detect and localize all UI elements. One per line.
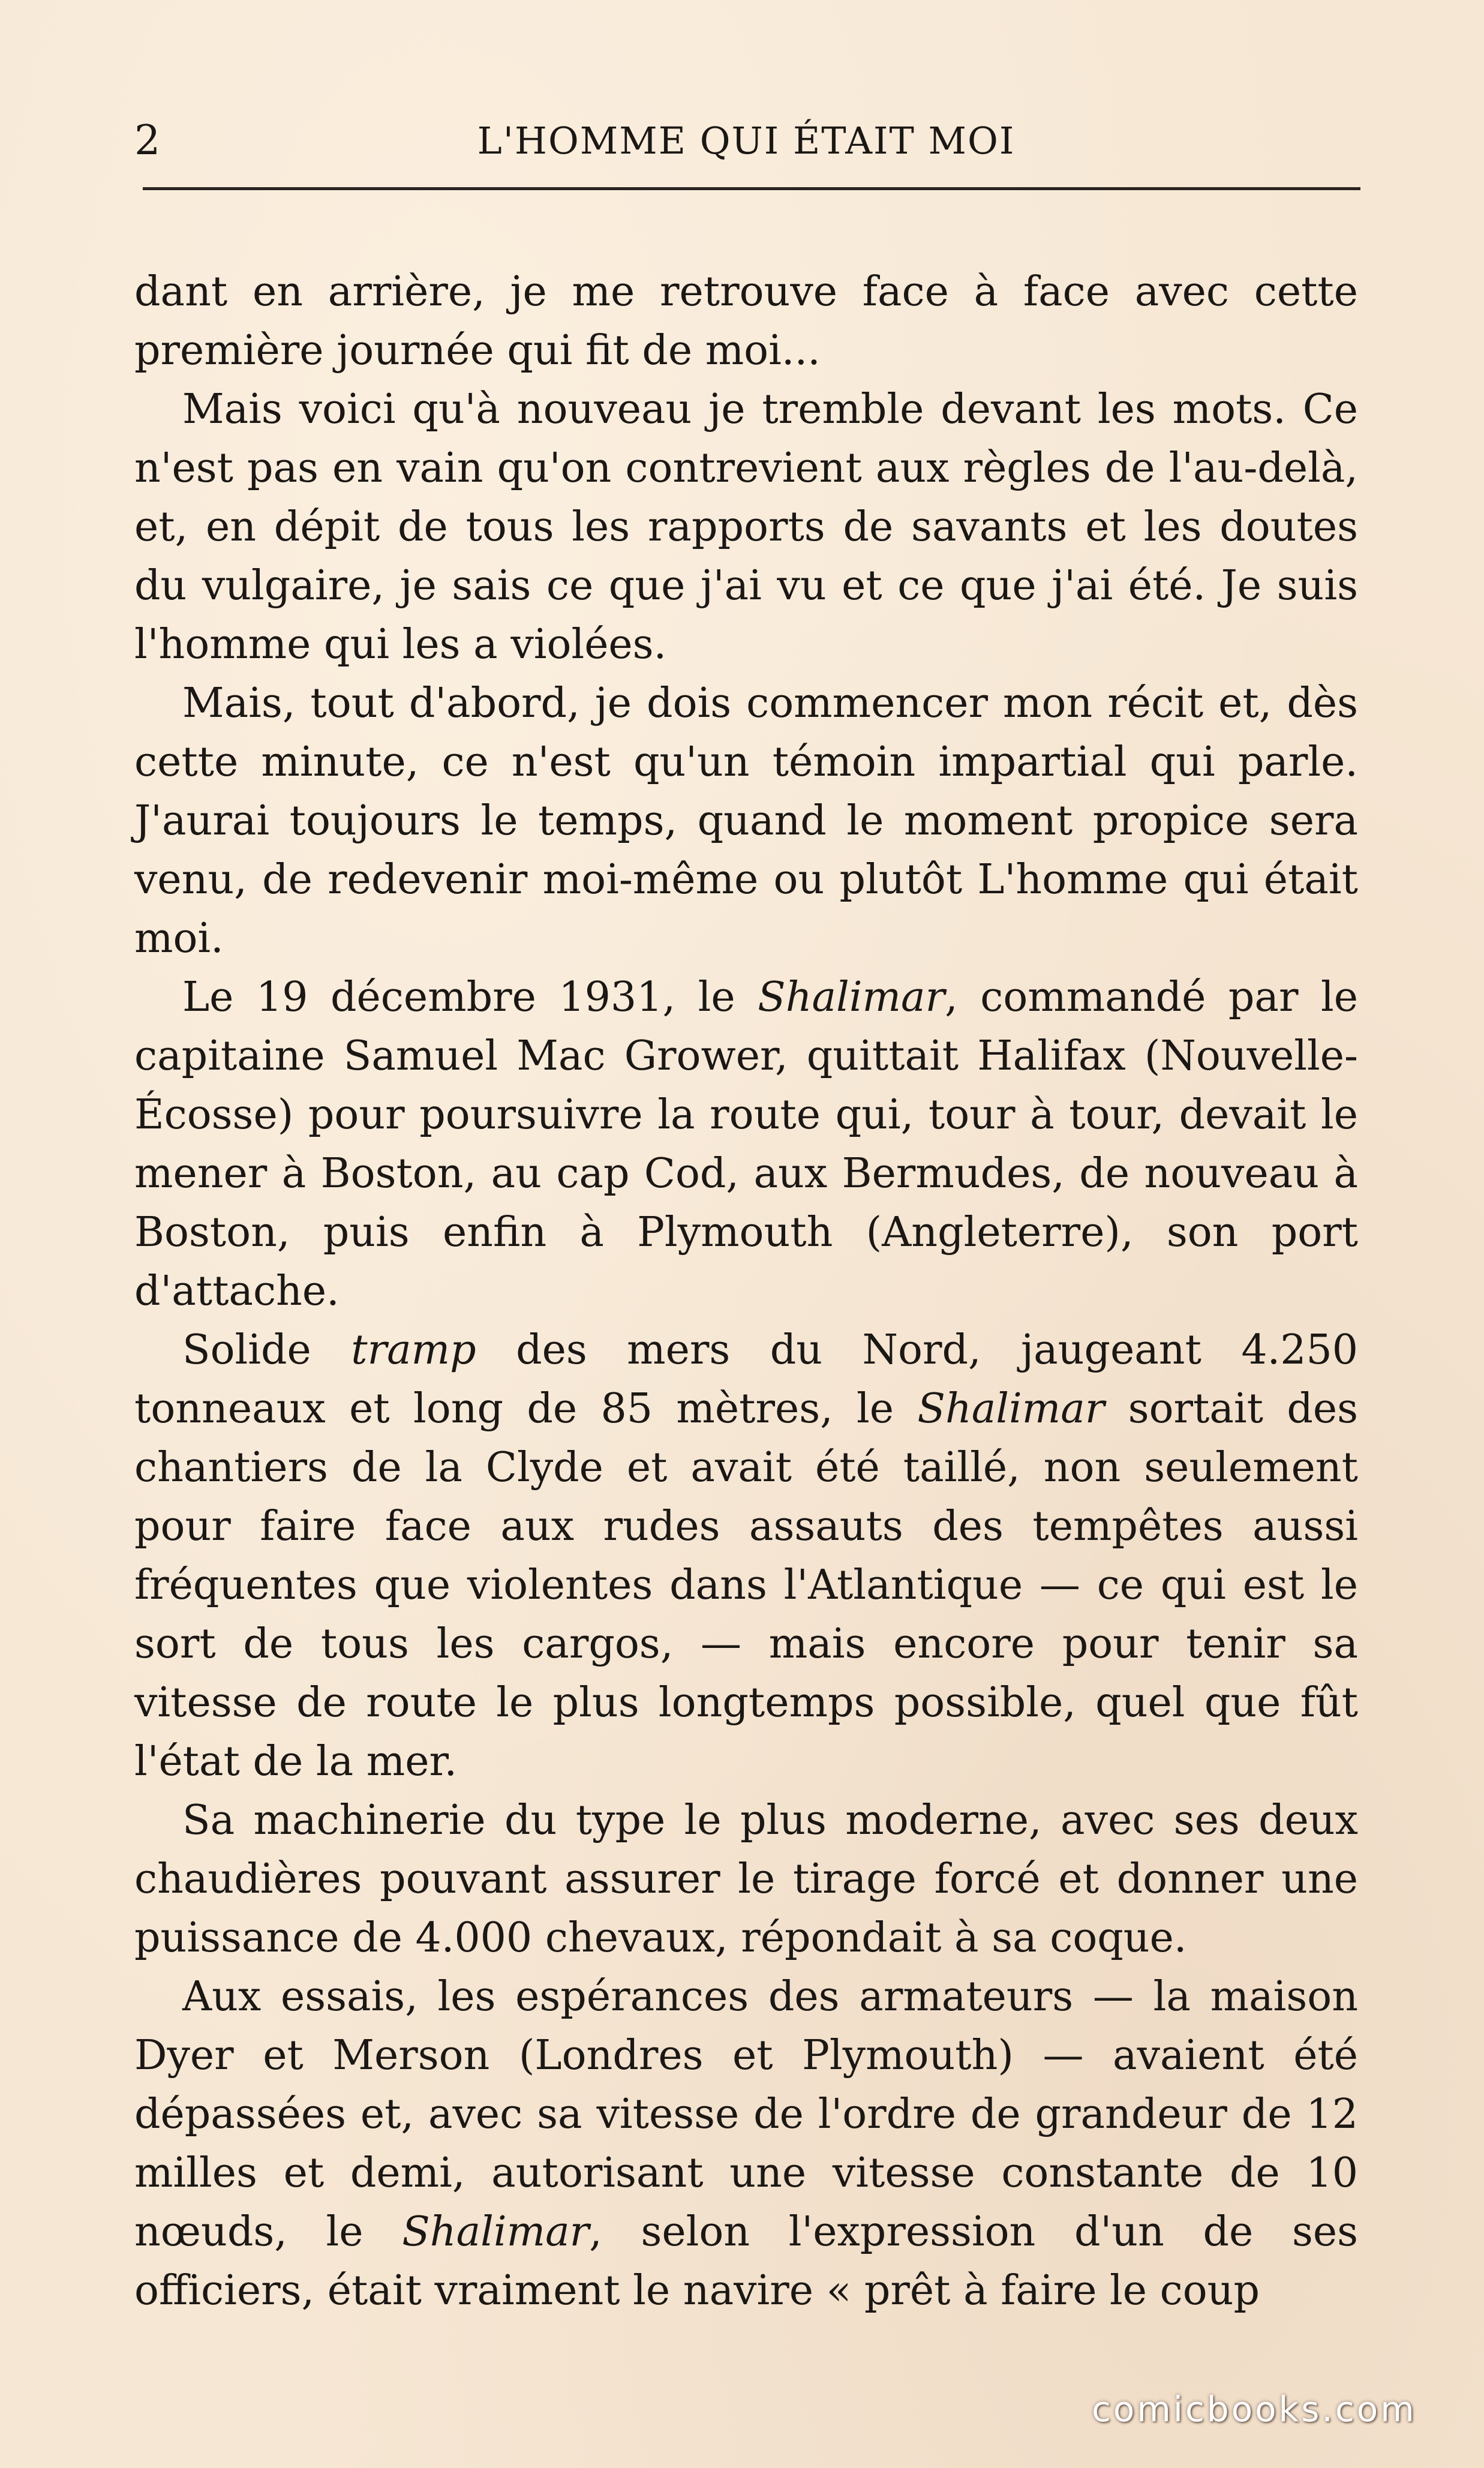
- text-segment: Aux essais, les espérances des armateurs — la maison Dyer et Merson (Londres et Plymouth) — avaient été dépassées et, avec sa vitesse de l'ordre de grandeur de 12 milles et demi, autorisant une vitesse constante de 10 nœuds, le: [134, 1973, 1358, 2256]
- paragraph: [134, 968, 1358, 1321]
- page-number: 2: [134, 117, 161, 164]
- page-header: [134, 114, 1358, 168]
- text-segment: , selon l'expression d'un de ses officiers, était vraiment le navire « prêt à faire le coup: [134, 2208, 1358, 2314]
- watermark-text: comicbooks.com: [1092, 2389, 1417, 2430]
- header-rule: [143, 187, 1360, 190]
- italic-text: Shalimar: [402, 2208, 590, 2256]
- italic-text: Shalimar: [917, 1385, 1105, 1433]
- text-segment: des mers du Nord, jaugeant 4.250 tonneaux et long de 85 mètres, le: [134, 1326, 1359, 1433]
- paragraph: [134, 380, 1358, 674]
- paragraph: [134, 1968, 1358, 2320]
- text-segment: sortait des chantiers de la Clyde et avait été taillé, non seulement pour faire face aux rudes assauts des tempêtes aussi fréquentes que violentes dans l'Atlantique — ce qui est le sort de tous les cargos, — mais encore pour tenir sa vitesse de route le plus longtemps possible, quel que fût l'état de la mer.: [134, 1385, 1358, 1785]
- text-segment: Mais, tout d'abord, je dois commencer mon récit et, dès cette minute, ce n'est qu'un témoin impartial qui parle. J'aurai toujours le temps, quand le moment propice sera venu, de redevenir moi-même ou plutôt L'homme qui était moi.: [134, 680, 1358, 962]
- text-segment: Mais voici qu'à nouveau je tremble devant les mots. Ce n'est pas en vain qu'on contrevient aux règles de l'au-delà, et, en dépit de tous les rapports de savants et les doutes du vulgaire, je sais ce que j'ai vu et ce que j'ai été. Je suis l'homme qui les a violées.: [134, 386, 1358, 668]
- running-title: L'HOMME QUI ÉTAIT MOI: [477, 119, 1016, 163]
- text-segment: dant en arrière, je me retrouve face à face avec cette première journée qui fit de moi...: [134, 268, 1358, 374]
- paragraph: [134, 674, 1358, 968]
- text-segment: Solide: [182, 1326, 352, 1374]
- text-segment: Sa machinerie du type le plus moderne, avec ses deux chaudières pouvant assurer le tirage forcé et donner une puissance de 4.000 chevaux, répondait à sa coque.: [134, 1797, 1358, 1962]
- paragraph: [134, 1791, 1358, 1968]
- text-segment: Le 19 décembre 1931, le: [182, 974, 758, 1021]
- paragraph: [134, 263, 1358, 380]
- paragraph: [134, 1321, 1358, 1791]
- italic-text: tramp: [351, 1326, 476, 1374]
- body-text: [134, 263, 1358, 2320]
- text-segment: , commandé par le capitaine Samuel Mac Grower, quittait Halifax (Nouvelle-Écosse) pour poursuivre la route qui, tour à tour, devait le mener à Boston, au cap Cod, aux Bermudes, de nouveau à Boston, puis enfin à Plymouth (Angleterre), son port d'attache.: [134, 974, 1358, 1315]
- italic-text: Shalimar: [758, 974, 945, 1021]
